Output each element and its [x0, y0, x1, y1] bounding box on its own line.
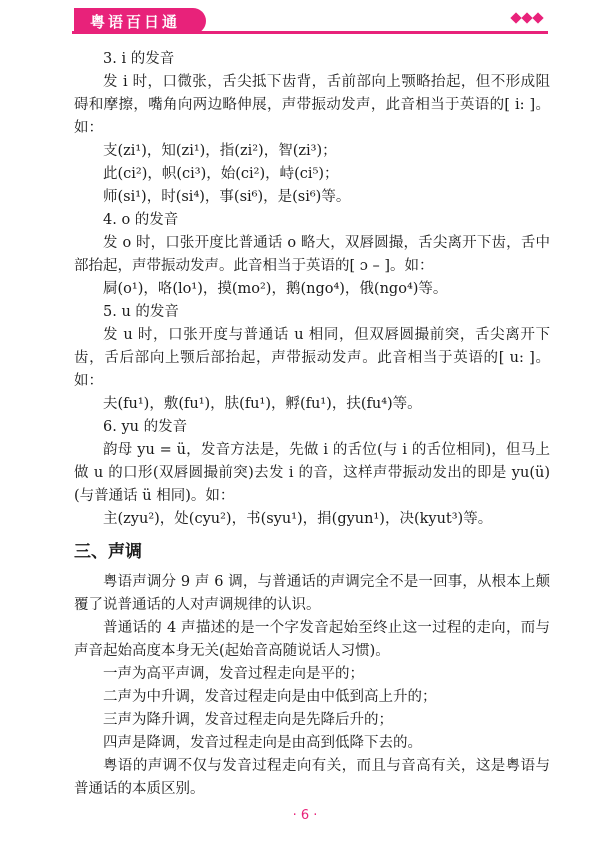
- paragraph-yu-pronunciation: 韵母 yu = ü，发音方法是，先做 i 的舌位(与 i 的舌位相同)，但马上做 u 的口形(双唇圆撮前突)去发 i 的音，这样声带振动发出的即是 yu(ü)(与普通话 ü 相同)。如：: [74, 442, 550, 504]
- paragraph-i-pronunciation: 发 i 时，口微张，舌尖抵下齿背，舌前部向上颚略抬起，但不形成阻碍和摩擦，嘴角向两边略伸展，声带振动发声，此音相当于英语的[ i: ]。如：: [74, 74, 550, 136]
- example-line: 夫(fu¹)，敷(fu¹)，肤(fu¹)，孵(fu¹)，扶(fu⁴)等。: [103, 396, 422, 412]
- tones-paragraph: 普通话的 4 声描述的是一个字发音起始至终止这一过程的走向，而与声音起始高度本身无关(起始音高随说话人习惯)。: [74, 620, 550, 659]
- tone-list-item: 三声为降升调，发音过程走向是先降后升的；: [103, 712, 393, 728]
- heading-yu-pronunciation: 6. yu 的发音: [103, 419, 188, 435]
- tones-paragraph: 粤语声调分 9 声 6 调，与普通话的声调完全不是一回事，从根本上颠覆了说普通话的人对声调规律的认识。: [74, 574, 550, 613]
- tone-list-item: 一声为高平声调，发音过程走向是平的；: [103, 666, 364, 682]
- example-line: 此(ci²)，帜(ci³)，始(ci²)，峙(ci⁵)；: [103, 166, 339, 182]
- heading-o-pronunciation: 4. o 的发音: [103, 212, 179, 228]
- heading-i-pronunciation: 3. i 的发音: [103, 51, 175, 67]
- example-line: 支(zi¹)，知(zi¹)，指(zi²)，智(zi³)；: [103, 143, 337, 159]
- header-rule: [72, 31, 548, 34]
- header-diamond-ornament: [512, 14, 542, 22]
- book-title: 粤语百日通: [90, 12, 181, 31]
- page-number: · 6 ·: [292, 808, 318, 823]
- example-line: 屙(o¹)，咯(lo¹)，摸(mo²)，鹅(ngo⁴)，俄(ngo⁴)等。: [103, 281, 448, 297]
- page-header: [72, 8, 548, 34]
- paragraph-o-pronunciation: 发 o 时，口张开度比普通话 o 略大，双唇圆撮，舌尖离开下齿，舌中部抬起，声带振动发声。此音相当于英语的[ ɔ – ]。如：: [74, 235, 550, 274]
- example-line: 主(zyu²)，处(cyu²)，书(syu¹)，捐(gyun¹)，决(kyut³)等。: [103, 511, 493, 527]
- tone-list-item: 二声为中升调，发音过程走向是由中低到高上升的；: [103, 689, 437, 705]
- heading-u-pronunciation: 5. u 的发音: [103, 304, 179, 320]
- tone-list-item: 四声是降调，发音过程走向是由高到低降下去的。: [103, 735, 422, 751]
- example-line: 师(si¹)，时(si⁴)，事(si⁶)，是(si⁶)等。: [103, 189, 351, 205]
- section-title-tones: 三、声调: [74, 542, 142, 562]
- tones-closing-paragraph: 粤语的声调不仅与发音过程走向有关，而且与音高有关，这是粤语与普通话的本质区别。: [74, 758, 550, 797]
- paragraph-u-pronunciation: 发 u 时，口张开度与普通话 u 相同，但双唇圆撮前突，舌尖离开下齿，舌后部向上颚后部抬起，声带振动发声。此音相当于英语的[ u: ]。如：: [74, 327, 550, 389]
- page-body: [74, 48, 550, 801]
